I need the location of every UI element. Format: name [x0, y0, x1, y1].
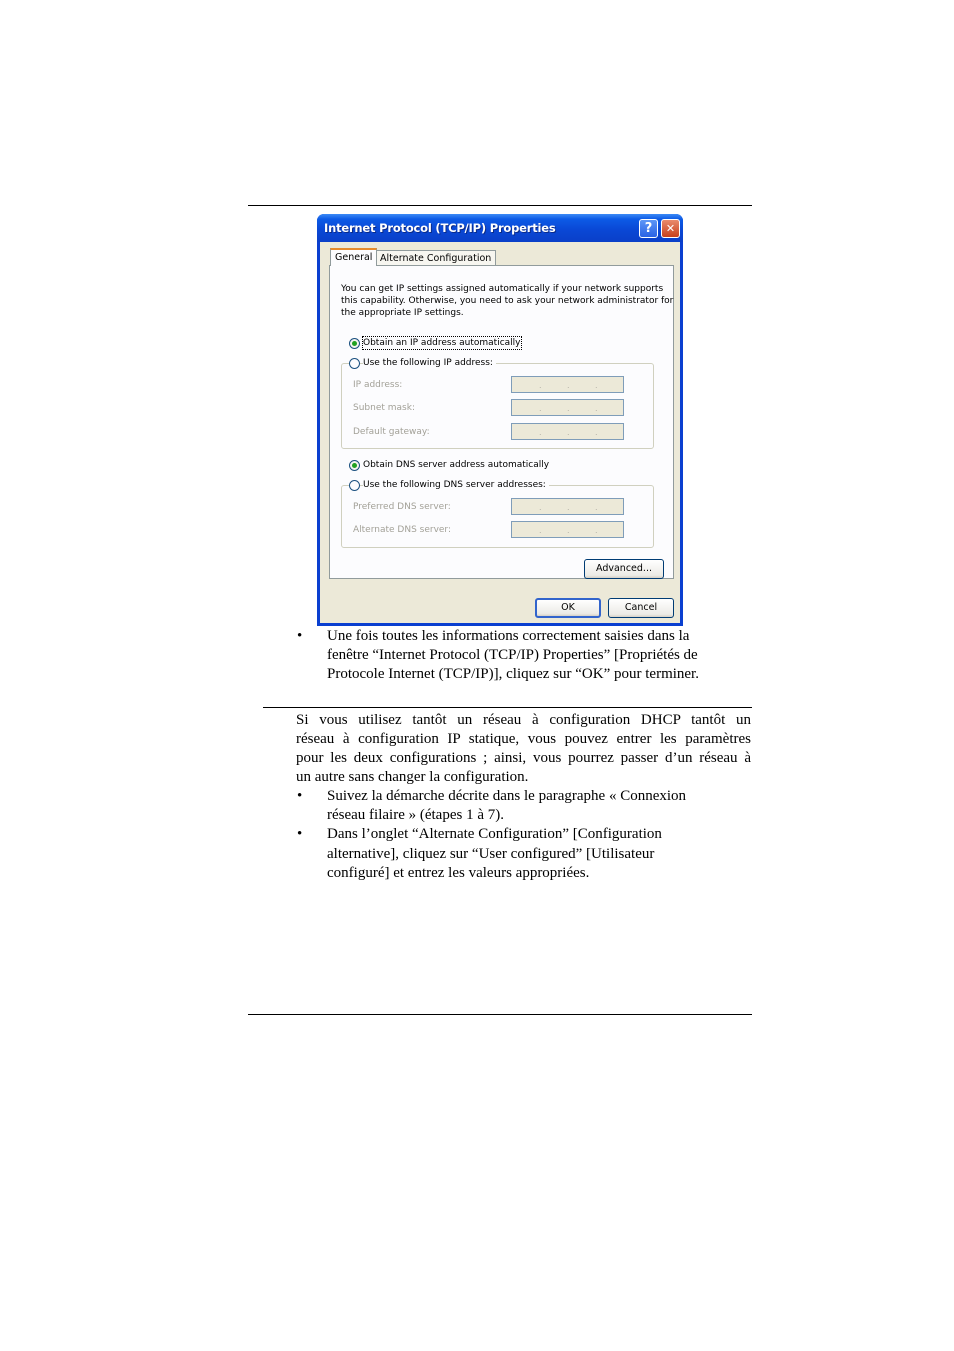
close-button[interactable]: [661, 219, 680, 238]
top-rule: [248, 205, 752, 206]
paragraph-line-2: réseau à configuration IP statique, vous pouvez entrer les paramètres: [296, 731, 751, 747]
tab-general[interactable]: General: [330, 248, 377, 266]
bullet-2-line-2: réseau filaire » (étapes 1 à 7).: [327, 807, 504, 823]
subnet-mask-label: Subnet mask:: [353, 403, 415, 413]
use-ip-label[interactable]: Use the following IP address:: [363, 357, 496, 369]
obtain-ip-label[interactable]: Obtain an IP address automatically: [363, 338, 521, 348]
general-tab-panel: [329, 265, 674, 579]
intro-line-3: the appropriate IP settings.: [341, 308, 464, 318]
bullet-3-line-2: alternative], cliquez sur “User configured” [Utilisateur: [327, 846, 655, 862]
subnet-mask-field: . . .: [511, 399, 624, 416]
ip-address-label: IP address:: [353, 380, 403, 390]
alternate-dns-label: Alternate DNS server:: [353, 525, 452, 535]
help-icon: ?: [644, 221, 653, 236]
dialog-titlebar[interactable]: [317, 214, 683, 242]
bullet-2-line-1: Suivez la démarche décrite dans le paragraphe « Connexion: [327, 788, 687, 804]
cancel-button[interactable]: Cancel: [608, 598, 674, 618]
paragraph-line-4: un autre sans changer la configuration.: [296, 769, 529, 785]
bullet-3-marker: •: [297, 826, 303, 842]
intro-line-2: this capability. Otherwise, you need to ask your network administrator for: [341, 296, 674, 306]
bullet-3-line-3: configuré] et entrez les valeurs appropriées.: [327, 865, 590, 881]
obtain-dns-radio[interactable]: [349, 460, 360, 471]
use-dns-label[interactable]: Use the following DNS server addresses:: [363, 479, 549, 491]
dialog-client-area: [320, 242, 680, 623]
default-gateway-field: . . .: [511, 423, 624, 440]
close-icon: ✕: [665, 222, 676, 235]
ip-address-field: . . .: [511, 376, 624, 393]
preferred-dns-label: Preferred DNS server:: [353, 502, 451, 512]
ok-button[interactable]: OK: [535, 598, 601, 618]
bullet-1-line-2: fenêtre “Internet Protocol (TCP/IP) Properties” [Propriétés de: [327, 647, 698, 663]
preferred-dns-field: . . .: [511, 498, 624, 515]
obtain-dns-label[interactable]: Obtain DNS server address automatically: [363, 460, 550, 470]
help-button[interactable]: [639, 219, 658, 238]
default-gateway-label: Default gateway:: [353, 427, 430, 437]
paragraph-line-1: Si vous utilisez tantôt un réseau à configuration DHCP tantôt un: [296, 712, 751, 728]
bullet-1-line-1: Une fois toutes les informations correctement saisies dans la: [327, 628, 690, 644]
bullet-2-marker: •: [297, 788, 303, 804]
bullet-1-marker: •: [297, 628, 303, 644]
dialog-title: Internet Protocol (TCP/IP) Properties: [324, 221, 556, 235]
advanced-button[interactable]: Advanced...: [584, 559, 664, 579]
intro-paragraph: [296, 711, 751, 787]
bullet-3-line-1: Dans l’onglet “Alternate Configuration” [Configuration: [327, 826, 662, 842]
tab-alternate-configuration[interactable]: Alternate Configuration: [375, 250, 496, 266]
use-ip-radio[interactable]: [349, 358, 360, 369]
use-dns-radio[interactable]: [349, 480, 360, 491]
bottom-rule: [248, 1014, 752, 1015]
paragraph-line-3: pour les deux configurations ; ainsi, vous pourrez passer d’un réseau à: [296, 750, 751, 766]
alternate-dns-field: . . .: [511, 521, 624, 538]
obtain-ip-radio[interactable]: [349, 338, 360, 349]
bullet-1-line-3: Protocole Internet (TCP/IP)], cliquez sur “OK” pour terminer.: [327, 666, 699, 682]
section-rule: [263, 707, 752, 708]
static-dns-groupbox: [341, 485, 654, 548]
intro-line-1: You can get IP settings assigned automatically if your network supports: [341, 284, 664, 294]
tcpip-properties-dialog: [317, 214, 683, 626]
